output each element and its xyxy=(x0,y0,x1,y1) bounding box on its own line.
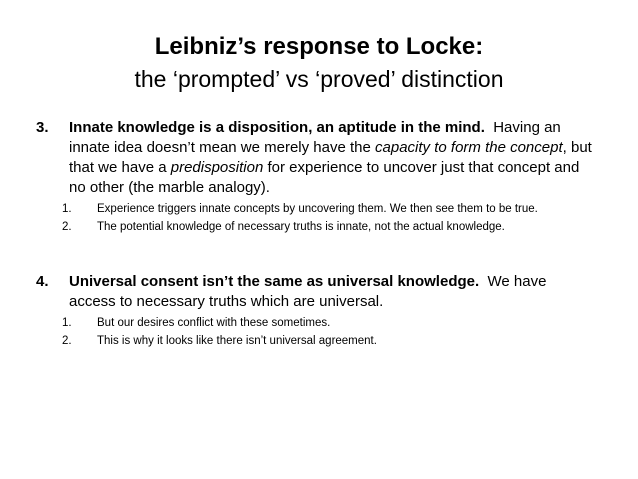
point-bold-lead: Innate knowledge is a disposition, an aptitude in the mind. xyxy=(69,119,485,136)
slide-subtitle: the ‘prompted’ vs ‘proved’ distinction xyxy=(134,66,504,92)
list-item xyxy=(62,201,596,217)
point-body xyxy=(69,272,596,312)
point-text: Having an innate idea doesn’t mean we merely have the xyxy=(69,119,561,156)
point-3 xyxy=(36,118,596,237)
subpoint-number: 1. xyxy=(62,317,72,329)
point-text: for experience to uncover just that concept and no other (the marble analogy). xyxy=(69,159,580,196)
subpoint-text: Experience triggers innate concepts by uncovering them. We then see them to be true. xyxy=(97,203,538,215)
point-bold-lead: Universal consent isn’t the same as universal knowledge. xyxy=(69,273,480,290)
subpoint-number: 2. xyxy=(62,221,72,233)
subpoint-text: The potential knowledge of necessary truths is innate, not the actual knowledge. xyxy=(97,221,505,233)
point-text: , but that we have a xyxy=(69,139,592,176)
point-italic: predisposition xyxy=(170,159,264,176)
list-item xyxy=(62,219,596,235)
list-item xyxy=(62,333,596,349)
subpoint-number: 1. xyxy=(62,203,72,215)
point-4 xyxy=(36,272,596,351)
subpoint-number: 2. xyxy=(62,335,72,347)
point-number: 4. xyxy=(36,273,49,290)
subpoint-list xyxy=(62,201,596,235)
subpoint-list xyxy=(62,315,596,349)
list-item xyxy=(62,315,596,331)
subpoint-text: But our desires conflict with these sometimes. xyxy=(97,317,331,329)
point-italic: capacity to form the concept xyxy=(375,139,563,156)
point-number: 3. xyxy=(36,119,49,136)
subpoint-text: This is why it looks like there isn’t universal agreement. xyxy=(97,335,377,347)
slide-title-block xyxy=(40,32,598,94)
point-text: We have access to necessary truths which are universal. xyxy=(69,273,547,310)
slide-title: Leibniz’s response to Locke: xyxy=(154,33,484,60)
point-body xyxy=(69,118,596,198)
